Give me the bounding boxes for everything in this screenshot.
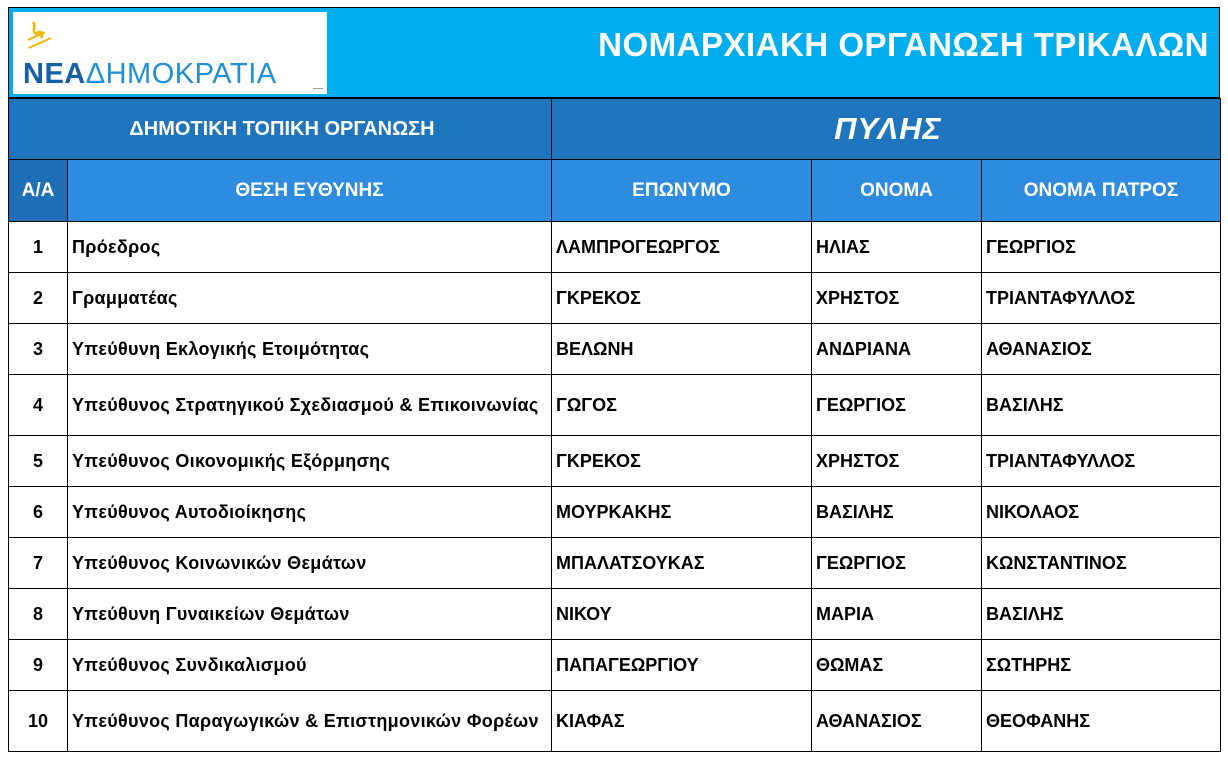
cell-num: 3: [9, 324, 68, 375]
cell-position: Υπεύθυνος Κοινωνικών Θεμάτων: [68, 538, 552, 589]
cell-name: ΑΘΑΝΑΣΙΟΣ: [812, 691, 982, 752]
table-row: [9, 640, 1221, 691]
cell-father: ΤΡΙΑΝΤΑΦΥΛΛΟΣ: [982, 436, 1221, 487]
officers-table: [8, 98, 1221, 752]
logo-underline: [313, 88, 323, 89]
cell-father: ΚΩΝΣΤΑΝΤΙΝΟΣ: [982, 538, 1221, 589]
section-value: ΠΥΛΗΣ: [552, 99, 1221, 160]
flame-icon: [23, 18, 57, 56]
table-row: [9, 375, 1221, 436]
cell-num: 9: [9, 640, 68, 691]
table-row: [9, 487, 1221, 538]
table-row: [9, 436, 1221, 487]
cell-num: 8: [9, 589, 68, 640]
logo-wordmark: ΝΕΑΔΗΜΟΚΡΑΤΙΑ: [23, 58, 277, 90]
section-row: [9, 99, 1221, 160]
col-header-name: ΟΝΟΜΑ: [812, 160, 982, 222]
cell-name: ΜΑΡΙΑ: [812, 589, 982, 640]
party-logo: [13, 12, 327, 94]
table-body: [9, 222, 1221, 752]
cell-name: ΘΩΜΑΣ: [812, 640, 982, 691]
cell-name: ΓΕΩΡΓΙΟΣ: [812, 375, 982, 436]
cell-surname: ΒΕΛΩΝΗ: [552, 324, 812, 375]
cell-name: ΧΡΗΣΤΟΣ: [812, 273, 982, 324]
cell-position: Υπεύθυνος Οικονομικής Εξόρμησης: [68, 436, 552, 487]
cell-num: 6: [9, 487, 68, 538]
cell-surname: ΓΚΡΕΚΟΣ: [552, 273, 812, 324]
cell-position: Υπεύθυνος Στρατηγικού Σχεδιασμού & Επικοινωνίας: [68, 375, 552, 436]
cell-name: ΒΑΣΙΛΗΣ: [812, 487, 982, 538]
cell-position: Πρόεδρος: [68, 222, 552, 273]
cell-position: Υπεύθυνος Παραγωγικών & Επιστημονικών Φορέων: [68, 691, 552, 752]
col-header-surname: ΕΠΩΝΥΜΟ: [552, 160, 812, 222]
cell-position: Υπεύθυνος Αυτοδιοίκησης: [68, 487, 552, 538]
table-row: [9, 324, 1221, 375]
cell-father: ΓΕΩΡΓΙΟΣ: [982, 222, 1221, 273]
cell-surname: ΓΩΓΟΣ: [552, 375, 812, 436]
cell-surname: ΛΑΜΠΡΟΓΕΩΡΓΟΣ: [552, 222, 812, 273]
header-banner: [8, 7, 1220, 98]
cell-father: ΤΡΙΑΝΤΑΦΥΛΛΟΣ: [982, 273, 1221, 324]
cell-name: ΗΛΙΑΣ: [812, 222, 982, 273]
cell-name: ΓΕΩΡΓΙΟΣ: [812, 538, 982, 589]
table-row: [9, 589, 1221, 640]
cell-position: Υπεύθυνη Γυναικείων Θεμάτων: [68, 589, 552, 640]
column-header-row: [9, 160, 1221, 222]
cell-father: ΣΩΤΗΡΗΣ: [982, 640, 1221, 691]
page-title: ΝΟΜΑΡΧΙΑΚΗ ΟΡΓΑΝΩΣΗ ΤΡΙΚΑΛΩΝ: [598, 26, 1209, 63]
col-header-position: ΘΕΣΗ ΕΥΘΥΝΗΣ: [68, 160, 552, 222]
cell-father: ΝΙΚΟΛΑΟΣ: [982, 487, 1221, 538]
section-label: ΔΗΜΟΤΙΚΗ ΤΟΠΙΚΗ ΟΡΓΑΝΩΣΗ: [9, 99, 552, 160]
document-sheet: [8, 7, 1220, 765]
cell-num: 5: [9, 436, 68, 487]
cell-surname: ΜΟΥΡΚΑΚΗΣ: [552, 487, 812, 538]
table-row: [9, 222, 1221, 273]
cell-position: Γραμματέας: [68, 273, 552, 324]
cell-name: ΑΝΔΡΙΑΝΑ: [812, 324, 982, 375]
col-header-aa: Α/Α: [9, 160, 68, 222]
cell-surname: ΓΚΡΕΚΟΣ: [552, 436, 812, 487]
cell-num: 4: [9, 375, 68, 436]
cell-surname: ΠΑΠΑΓΕΩΡΓΙΟΥ: [552, 640, 812, 691]
cell-father: ΒΑΣΙΛΗΣ: [982, 375, 1221, 436]
cell-num: 10: [9, 691, 68, 752]
cell-position: Υπεύθυνη Εκλογικής Ετοιμότητας: [68, 324, 552, 375]
col-header-father: ΟΝΟΜΑ ΠΑΤΡΟΣ: [982, 160, 1221, 222]
cell-num: 2: [9, 273, 68, 324]
cell-father: ΒΑΣΙΛΗΣ: [982, 589, 1221, 640]
cell-surname: ΚΙΑΦΑΣ: [552, 691, 812, 752]
cell-father: ΘΕΟΦΑΝΗΣ: [982, 691, 1221, 752]
cell-surname: ΝΙΚΟΥ: [552, 589, 812, 640]
cell-position: Υπεύθυνος Συνδικαλισμού: [68, 640, 552, 691]
table-row: [9, 273, 1221, 324]
table-row: [9, 691, 1221, 752]
cell-name: ΧΡΗΣΤΟΣ: [812, 436, 982, 487]
cell-num: 1: [9, 222, 68, 273]
cell-num: 7: [9, 538, 68, 589]
cell-surname: ΜΠΑΛΑΤΣΟΥΚΑΣ: [552, 538, 812, 589]
cell-father: ΑΘΑΝΑΣΙΟΣ: [982, 324, 1221, 375]
table-row: [9, 538, 1221, 589]
